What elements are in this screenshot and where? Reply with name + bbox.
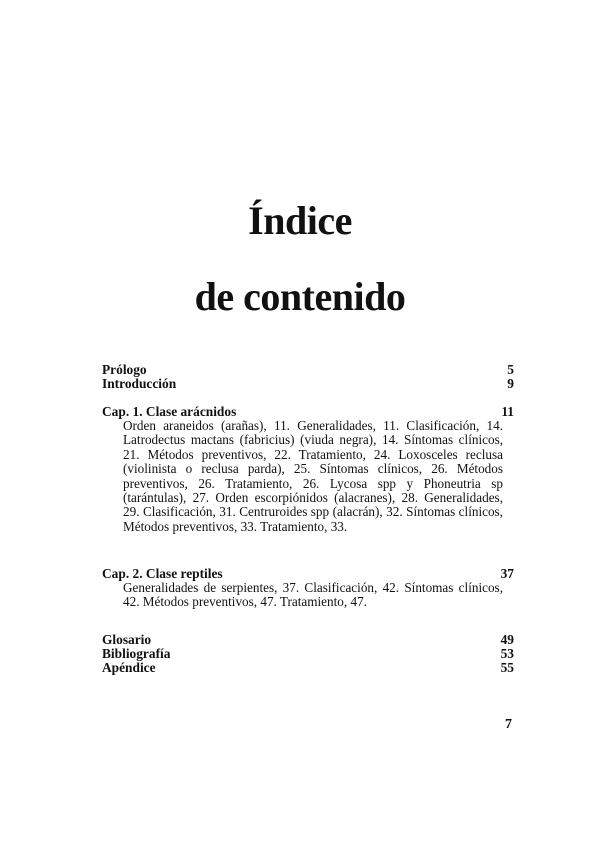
toc-label: Cap. 1. Clase arácnidos (102, 404, 237, 419)
toc-label: Apéndice (102, 660, 156, 675)
page-title-line1: Índice (248, 198, 352, 243)
toc-page: 5 (507, 362, 514, 377)
toc-page: 49 (500, 632, 514, 647)
toc-label: Prólogo (102, 362, 147, 377)
toc-page: 11 (501, 404, 514, 419)
toc-entry-bibliografia[interactable] (102, 647, 514, 661)
page-number: 7 (505, 717, 512, 732)
toc-entry-cap2[interactable] (102, 567, 514, 581)
toc-entry-introduccion[interactable] (102, 377, 514, 391)
toc-entry-glosario[interactable] (102, 633, 514, 647)
toc-page: 37 (500, 566, 514, 581)
toc-cap1-body: Orden araneidos (arañas), 11. Generalidades, 11. Clasificación, 14. Latrodectus mactans (fabricius) (viuda negra), 14. Síntomas clínicos, 21. Métodos preventivos, 22. Tratamiento, 24. Loxosceles reclusa (violinista o reclusa parda), 25. Síntomas clínicos, 26. Métodos preventivos, 26. Tratamiento, 26. Lycosa spp y Phoneutria sp (tarántulas), 27. Orden escorpiónidos (alacranes), 28. Generalidades, 29. Clasificación, 31. Centruroides spp (alacrán), 32. Síntomas clínicos, Métodos preventivos, 33. Tratamiento, 33. (123, 418, 503, 534)
toc-entry-cap1[interactable] (102, 405, 514, 419)
toc-entry-prologo[interactable] (102, 363, 514, 377)
toc-entry-apendice[interactable] (102, 661, 514, 675)
toc-label: Glosario (102, 632, 152, 647)
toc-page: 55 (500, 660, 514, 675)
toc-label: Cap. 2. Clase reptiles (102, 566, 223, 581)
toc-cap2-body: Generalidades de serpientes, 37. Clasificación, 42. Síntomas clínicos, 42. Métodos preventivos, 47. Tratamiento, 47. (123, 580, 503, 610)
toc-label: Introducción (102, 376, 177, 391)
toc-page: 53 (500, 646, 514, 661)
toc-label: Bibliografía (102, 646, 171, 661)
page-title-line2: de contenido (194, 274, 406, 319)
toc-page: 9 (507, 376, 514, 391)
